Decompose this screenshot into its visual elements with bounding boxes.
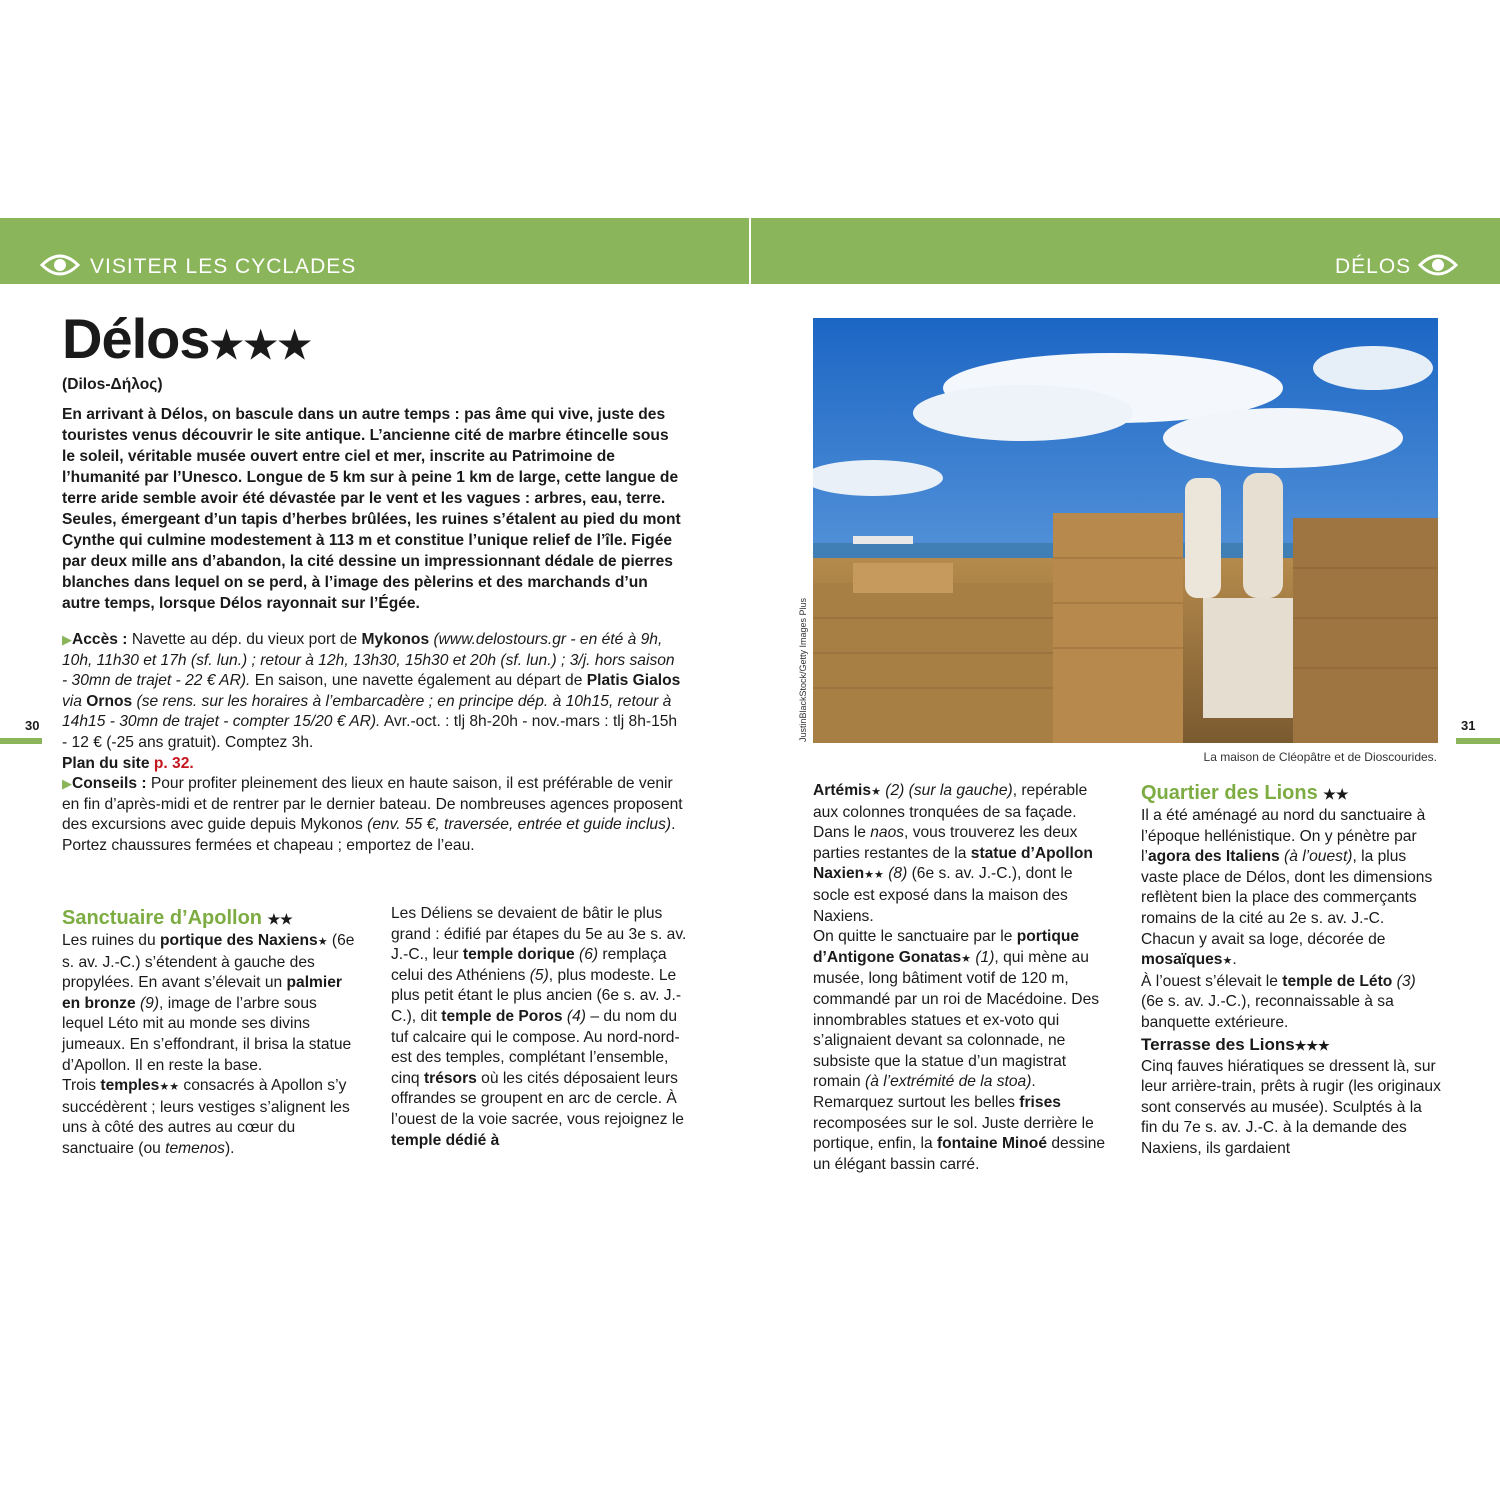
section-label-right: DÉLOS [1335,255,1412,278]
intro-paragraph: En arrivant à Délos, on bascule dans un autre temps : pas âme qui vive, juste des touristes venus découvrir le site antique. L’ancienne cité de marbre étincelle sous le soleil, véritable musée ouvert entre ciel et mer, inscrite au Patrimoine de l’humanité par l’Unesco. Longue de 5 km sur à peine 1 km de large, cette langue de terre aride semble avoir été dévastée par le vent et les vagues : arbres, eau, terre. Seules, émergeant d’un tapis d’herbes brûlées, les ruines s’étalent au pied du mont Cynthe qui culmine modestement à 113 m et constitue l’unique relief de l’île. Figée par deux mille ans d’abandon, la cité dessine un impressionnant dédale de pierres blanches dans lequel on se perd, à l’image des pèlerins et des marchands d’un autre temps, lorsque Délos rayonnait sur l’Égée. [62,406,681,612]
paragraph: On quitte le sanctuaire par le portique d’Antigone Gonatas★ (1), qui mène au musée, long bâtiment votif de 120 m, commandé par un roi de Macédoine. Des innombrables statues et ex-voto qui s’alignaient devant sa colonnade, ne subsiste que la statue d’un magistrat romain (à l’extrémité de la stoa). Remarquez surtout les belles frises recomposées sur le sol. Juste derrière le portique, enfin, la fontaine Minoé dessine un élégant bassin carré. [813,928,1106,1173]
paragraph: Cinq fauves hiératiques se dressent là, sur leur arrière-train, prêts à rugir (les originaux sont conservés au musée). Sculptés à la fin du 7e s. av. J.-C. à la demande des Naxiens, ils gardaient [1141,1057,1441,1157]
column-lions [1141,781,1441,1160]
page-marker-right [1456,738,1500,744]
eye-icon [40,252,80,278]
photo-credit: JustinBlackStock/Getty Images Plus [798,597,808,742]
section-heading: Quartier des Lions ★★ [1141,782,1349,804]
practical-info [62,630,684,857]
paragraph: Il a été aménagé au nord du sanctuaire à l’époque hellénistique. On y pénètre par l’agora des Italiens (à l’ouest), la plus vaste place de Délos, dont les dimensions reflètent bien la place des commerçants romains de la cité au 2e s. av. J.-C. Chacun y avait sa loge, décorée de mosaïques★. [1141,807,1433,969]
paragraph: Artémis★ (2) (sur la gauche), repérable aux colonnes tronquées de sa façade. Dans le naos, vous trouverez les deux parties restantes de la statue d’Apollon Naxien★★ (8) (6e s. av. J.-C.), dont le socle est exposé dans la maison des Naxiens. [813,782,1093,925]
photo-caption: La maison de Cléopâtre et de Dioscourides. [1203,750,1437,764]
photo-image [813,318,1438,743]
section-label-left: VISITER LES CYCLADES [90,255,357,278]
site-plan-link: Plan du site p. 32. [62,754,194,772]
eye-icon [1418,252,1458,278]
page-number-left: 30 [25,718,40,733]
column-temples [391,904,691,1151]
photo-delos-ruins [813,318,1438,743]
arrow-icon: ▶ [62,776,72,792]
page-marker-left [0,738,42,744]
rating-stars: ★★★ [209,325,312,367]
page-number-right: 31 [1461,718,1476,733]
advice-info: ▶Conseils : Pour profiter pleinement des lieux en haute saison, il est préférable de venir en fin d’après-midi et de rentrer par le dernier bateau. De nombreuses agences proposent des excursions avec guide depuis Mykonos (env. 55 €, traversée, entrée et guide inclus). Portez chaussures fermées et chapeau ; emportez de l’eau. [62,775,683,854]
page-reference-link[interactable]: p. 32. [153,754,194,772]
column-sanctuary [62,906,360,1160]
sub-heading: Terrasse des Lions★★★ [1141,1034,1330,1054]
paragraph: Les ruines du portique des Naxiens★ (6e s. av. J.-C.) s’étendent à gauche des propylées. En avant s’élevait un palmier en bronze (9), image de l’arbre sous lequel Léto mit au monde ses divins jumeaux. En s’effondrant, il brisa la statue d’Apollon. Il en reste la base. [62,932,355,1074]
access-info: ▶Accès : Navette au dép. du vieux port de Mykonos (www.delostours.gr - en été à 9h, 10h, 11h30 et 17h (sf. lun.) ; retour à 12h, 13h30, 15h30 et 20h (sf. lun.) ; 3/j. hors saison - 30mn de trajet - 22 € AR). En saison, une navette également au départ de Platis Gialos via Ornos (se rens. sur les horaires à l’embarcadère ; en principe dép. à 10h15, retour à 14h15 - 30mn de trajet - compter 15/20 € AR). Avr.-oct. : tlj 8h-20h - nov.-mars : tlj 8h-15h - 12 € (-25 ans gratuit). Comptez 3h. [62,631,681,751]
paragraph: À l’ouest s’élevait le temple de Léto (3) (6e s. av. J.-C.), reconnaissable à sa banquette extérieure. [1141,972,1416,1031]
paragraph: Les Déliens se devaient de bâtir le plus grand : édifié par étapes du 5e au 3e s. av. J.-C., leur temple dorique (6) remplaça celui des Athéniens (5), plus modeste. Le plus petit étant le plus ancien (6e s. av. J.-C.), dit temple de Poros (4) – du nom du tuf calcaire qui le compose. Au nord-nord-est des temples, complétant l’ensemble, cinq trésors où les cités déposaient leurs offrandes se groupent en arc de cercle. À l’ouest de la voie sacrée, vous rejoignez le temple dédié à [391,905,687,1149]
section-heading: Sanctuaire d’Apollon ★★ [62,907,293,929]
page-title: Délos★★★ [62,307,312,370]
subtitle: (Dilos-Δήλος) [62,376,163,393]
column-artemis [813,781,1113,1175]
paragraph: Trois temples★★ consacrés à Apollon s’y succédèrent ; leurs vestiges s’alignent les uns à côté des autres au cœur du sanctuaire (ou temenos). [62,1077,350,1157]
arrow-icon: ▶ [62,632,72,647]
